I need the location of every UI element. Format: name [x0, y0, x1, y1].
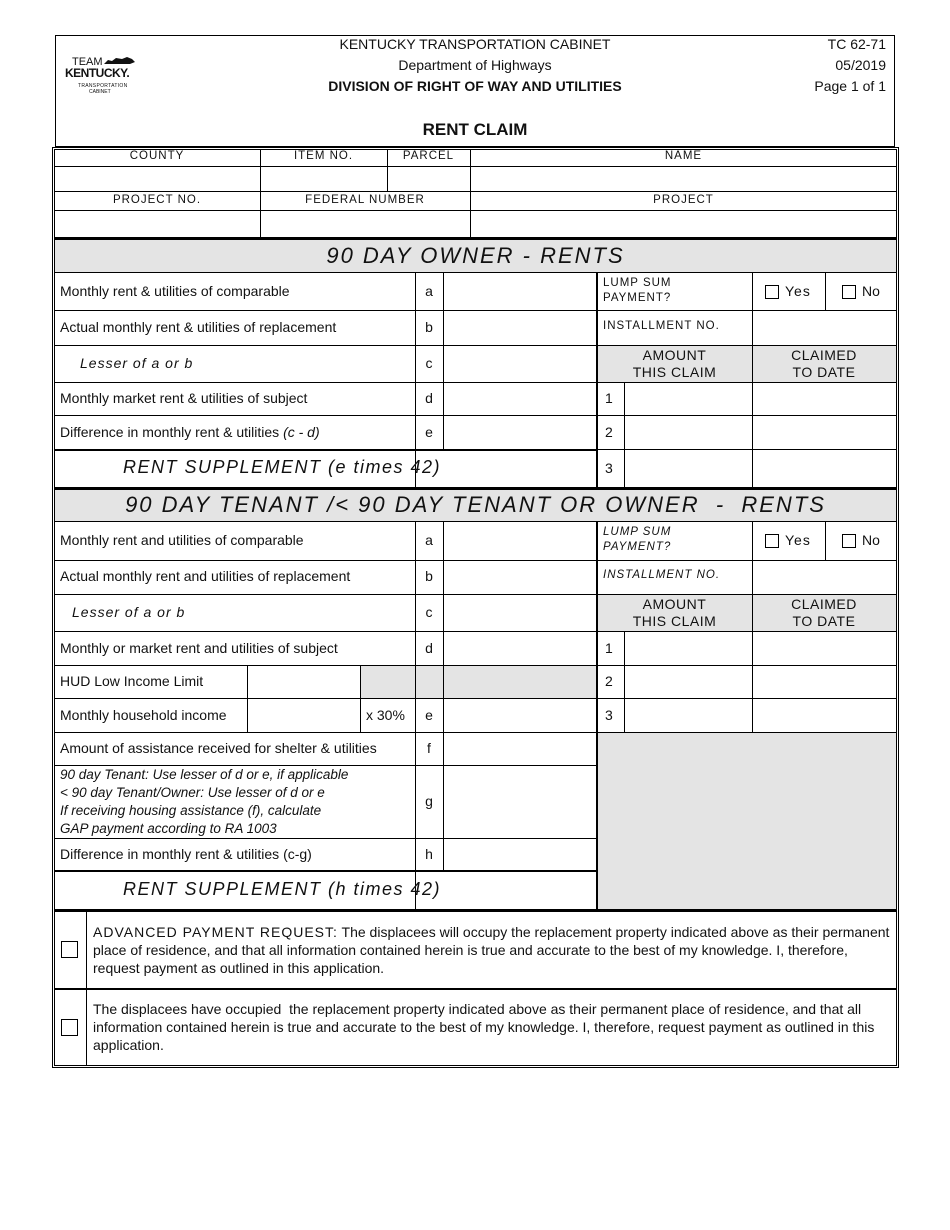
- logo-team-text: TEAM: [72, 56, 103, 68]
- tenant-row-h-label: Difference in monthly rent & utilities (c-g): [60, 846, 312, 862]
- owner-installment-3-number: 3: [605, 460, 613, 476]
- tenant-row-c-label: Lesser of a or b: [72, 604, 186, 620]
- owner-amount-3-field[interactable]: [625, 450, 751, 486]
- tenant-letter-c: c: [425, 604, 433, 620]
- tenant-letter-f: f: [427, 740, 431, 756]
- tenant-rent-supplement-label: RENT SUPPLEMENT (h times 42): [123, 879, 442, 899]
- tenant-value-f[interactable]: [444, 733, 595, 764]
- project-label: PROJECT: [653, 194, 714, 206]
- page-number: Page 1 of 1: [814, 78, 886, 94]
- item-no-field[interactable]: [261, 167, 386, 190]
- owner-claimed-1-field[interactable]: [753, 383, 896, 414]
- advanced-payment-text: ADVANCED PAYMENT REQUEST: The displacees will occupy the replacement property indicated above as their permanent place of residence, and that all information contained herein is true and accurate to the best of my knowledge. I, therefore, request payment as outlined in this application.: [93, 924, 890, 976]
- owner-letter-e: e: [425, 424, 433, 440]
- tenant-letter-b: b: [425, 568, 433, 584]
- hud-low-income-field[interactable]: [248, 666, 359, 697]
- tenant-value-h[interactable]: [444, 839, 595, 869]
- tenant-amount-1-field[interactable]: [625, 632, 751, 664]
- owner-row-e-label: Difference in monthly rent & utilities (c - d): [60, 424, 320, 440]
- owner-lump-sum-yes-label: Yes: [785, 283, 811, 299]
- item-no-label: ITEM NO.: [293, 150, 354, 162]
- kentucky-logo: [62, 56, 142, 96]
- county-field[interactable]: [55, 167, 259, 190]
- occupied-residence-text: The displacees have occupied the replacement property indicated above as their permanent place of residence, and that all information contained herein is true and accurate to the best of my knowledge. I, therefore, request payment as outlined in this application.: [93, 1001, 879, 1053]
- tenant-value-g[interactable]: [444, 766, 595, 837]
- name-label: NAME: [664, 150, 703, 162]
- owner-rent-supplement-value[interactable]: [416, 451, 595, 486]
- tenant-letter-a: a: [425, 532, 433, 548]
- tenant-claimed-header: CLAIMED TO DATE: [791, 596, 857, 629]
- tenant-value-e[interactable]: [444, 699, 595, 731]
- tenant-installment-label: INSTALLMENT NO.: [603, 569, 721, 581]
- tenant-row-g-label: 90 day Tenant: Use lesser of d or e, if applicable < 90 day Tenant/Owner: Use lesser of d or e If receiving housing assistance (f), calculate GAP payment according to RA 1003: [60, 767, 349, 836]
- tenant-claimed-2-field[interactable]: [753, 666, 896, 697]
- household-income-label: Monthly household income: [60, 707, 227, 723]
- tenant-value-a[interactable]: [444, 522, 595, 559]
- tenant-row-a-label: Monthly rent and utilities of comparable: [60, 532, 304, 548]
- tenant-claimed-3-field[interactable]: [753, 699, 896, 731]
- tenant-letter-d: d: [425, 640, 433, 656]
- owner-letter-d: d: [425, 390, 433, 406]
- form-title: RENT CLAIM: [422, 120, 528, 139]
- county-label: COUNTY: [129, 150, 185, 162]
- tenant-claimed-1-field[interactable]: [753, 632, 896, 664]
- tenant-installment-field[interactable]: [753, 561, 896, 593]
- logo-cabinet-text: CABINET: [89, 89, 111, 95]
- project-no-field[interactable]: [55, 211, 259, 236]
- owner-lump-sum-no-label: No: [862, 283, 880, 299]
- owner-value-d[interactable]: [444, 383, 595, 414]
- tenant-row-f-label: Amount of assistance received for shelter & utilities: [60, 740, 377, 756]
- tenant-lump-sum-no-checkbox[interactable]: [842, 534, 856, 548]
- tenant-row-b-label: Actual monthly rent and utilities of replacement: [60, 568, 351, 584]
- owner-claimed-2-field[interactable]: [753, 416, 896, 448]
- tenant-lump-sum-yes-checkbox[interactable]: [765, 534, 779, 548]
- tenant-value-c[interactable]: [444, 595, 595, 630]
- owner-letter-a: a: [425, 283, 433, 299]
- owner-value-b[interactable]: [444, 311, 595, 344]
- hud-low-income-label: HUD Low Income Limit: [60, 673, 204, 689]
- owner-value-e[interactable]: [444, 416, 595, 448]
- division-name: DIVISION OF RIGHT OF WAY AND UTILITIES: [328, 78, 622, 94]
- federal-number-label: FEDERAL NUMBER: [305, 194, 425, 206]
- agency-name: KENTUCKY TRANSPORTATION CABINET: [339, 36, 611, 52]
- form-date: 05/2019: [835, 57, 886, 73]
- owner-amount-2-field[interactable]: [625, 416, 751, 448]
- owner-amount-1-field[interactable]: [625, 383, 751, 414]
- logo-kentucky-text: KENTUCKY.: [65, 66, 130, 80]
- owner-claimed-header: CLAIMED TO DATE: [791, 347, 857, 380]
- name-field[interactable]: [471, 167, 896, 190]
- owner-installment-field[interactable]: [753, 311, 896, 344]
- owner-row-d-label: Monthly market rent & utilities of subject: [60, 390, 308, 406]
- advanced-payment-checkbox[interactable]: [61, 941, 78, 958]
- household-income-field[interactable]: [248, 699, 359, 731]
- owner-installment-2-number: 2: [605, 424, 613, 440]
- tenant-lump-sum-yes-label: Yes: [785, 532, 811, 548]
- owner-value-a[interactable]: [444, 273, 595, 309]
- tenant-amount-2-field[interactable]: [625, 666, 751, 697]
- project-no-label: PROJECT NO.: [112, 194, 202, 206]
- tenant-lump-sum-label: LUMP SUM PAYMENT?: [603, 526, 672, 553]
- tenant-letter-h: h: [425, 846, 433, 862]
- tenant-value-b[interactable]: [444, 561, 595, 593]
- parcel-field[interactable]: [388, 167, 469, 190]
- owner-lump-sum-no-checkbox[interactable]: [842, 285, 856, 299]
- project-field[interactable]: [471, 211, 896, 236]
- tenant-heading: 90 DAY TENANT /< 90 DAY TENANT OR OWNER - RENTS: [125, 492, 826, 517]
- tenant-rent-supplement-value[interactable]: [416, 872, 595, 908]
- owner-installment-1-number: 1: [605, 390, 613, 406]
- form-number: TC 62-71: [827, 36, 886, 52]
- owner-lump-sum-label: LUMP SUM PAYMENT?: [603, 277, 672, 304]
- owner-letter-c: c: [425, 355, 433, 371]
- occupied-residence-checkbox[interactable]: [61, 1019, 78, 1036]
- owner-row-c-label: Lesser of a or b: [80, 355, 194, 371]
- logo-transportation-text: TRANSPORTATION: [78, 83, 128, 89]
- parcel-label: PARCEL: [402, 150, 455, 162]
- tenant-lump-sum-no-label: No: [862, 532, 880, 548]
- owner-row-a-label: Monthly rent & utilities of comparable: [60, 283, 290, 299]
- owner-installment-label: INSTALLMENT NO.: [603, 320, 720, 332]
- owner-row-b-label: Actual monthly rent & utilities of replacement: [60, 319, 337, 335]
- tenant-value-d[interactable]: [444, 632, 595, 664]
- tenant-letter-g: g: [425, 793, 433, 809]
- owner-rent-supplement-label: RENT SUPPLEMENT (e times 42): [123, 457, 442, 477]
- kentucky-state-icon: [102, 56, 136, 66]
- tenant-installment-3-number: 3: [605, 707, 613, 723]
- owner-letter-b: b: [425, 319, 433, 335]
- tenant-row-d-label: Monthly or market rent and utilities of subject: [60, 640, 338, 656]
- tenant-amount-header: AMOUNT THIS CLAIM: [632, 596, 717, 629]
- owner-heading: 90 DAY OWNER - RENTS: [326, 243, 625, 268]
- tenant-letter-e: e: [425, 707, 433, 723]
- owner-amount-header: AMOUNT THIS CLAIM: [632, 347, 717, 380]
- department-name: Department of Highways: [398, 57, 552, 73]
- x30-label: x 30%: [366, 707, 405, 723]
- owner-claimed-3-field[interactable]: [753, 450, 896, 486]
- tenant-installment-1-number: 1: [605, 640, 613, 656]
- tenant-installment-2-number: 2: [605, 673, 613, 689]
- owner-lump-sum-yes-checkbox[interactable]: [765, 285, 779, 299]
- tenant-amount-3-field[interactable]: [625, 699, 751, 731]
- federal-number-field[interactable]: [261, 211, 469, 236]
- owner-value-c[interactable]: [444, 346, 595, 381]
